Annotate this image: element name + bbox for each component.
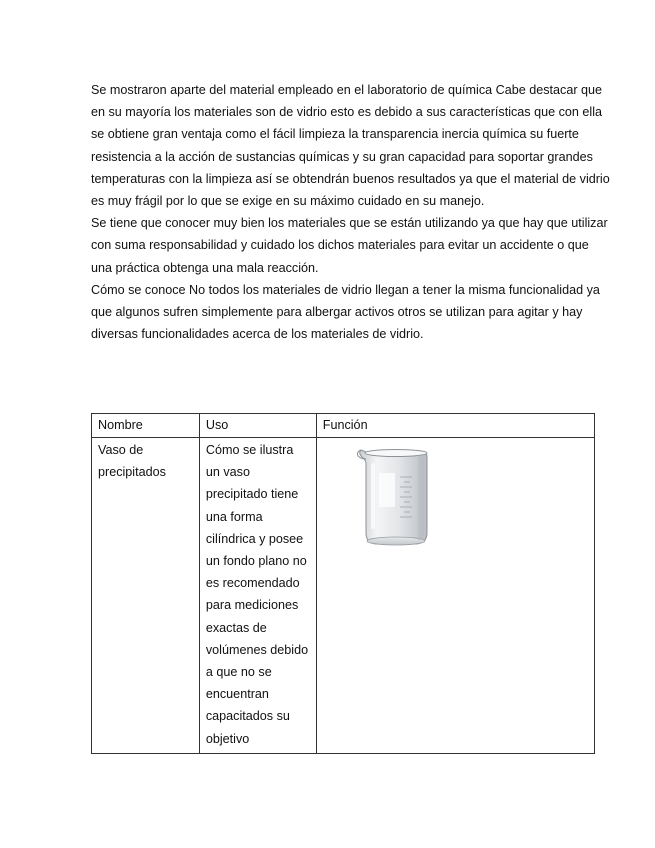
table-header-row xyxy=(92,414,595,438)
cell-funcion xyxy=(316,438,594,754)
paragraph-3: Cómo se conoce No todos los materiales de vidrio llegan a tener la misma funcionalidad ya que algunos sufren simplemente para albergar activos otros se utilizan para agitar y hay diversas funcionalidades acerca de los materiales de vidrio. xyxy=(91,282,600,342)
paragraph-1: Se mostraron aparte del material empleado en el laboratorio de química Cabe destacar que en su mayoría los materiales son de vidrio esto es debido a sus características que con ella se obtiene gran ventaja como el fácil limpieza la transparencia inercia química su fuerte resistencia a la acción de sustancias químicas y su gran capacidad para soportar grandes temperaturas con la limpieza así se obtendrán buenos resultados ya que el material de vidrio es muy frágil por lo que se exige en su máximo cuidado en su manejo. xyxy=(91,83,610,209)
intro-text xyxy=(91,79,611,345)
header-uso: Uso xyxy=(199,414,316,438)
beaker-icon xyxy=(352,443,442,553)
header-funcion: Función xyxy=(316,414,594,438)
table-row xyxy=(92,438,595,754)
cell-nombre: Vaso de precipitados xyxy=(92,438,200,754)
paragraph-2: Se tiene que conocer muy bien los materiales que se están utilizando ya que hay que utilizar con suma responsabilidad y cuidado los dichos materiales para evitar un accidente o que una práctica obtenga una mala reacción. xyxy=(91,216,608,275)
header-nombre: Nombre xyxy=(92,414,200,438)
beaker-image xyxy=(352,443,442,553)
cell-uso: Cómo se ilustra un vaso precipitado tiene una forma cilíndrica y posee un fondo plano no es recomendado para mediciones exactas de volúmenes debido a que no se encuentran capacitados su objetivo xyxy=(199,438,316,754)
materials-table xyxy=(91,413,595,754)
